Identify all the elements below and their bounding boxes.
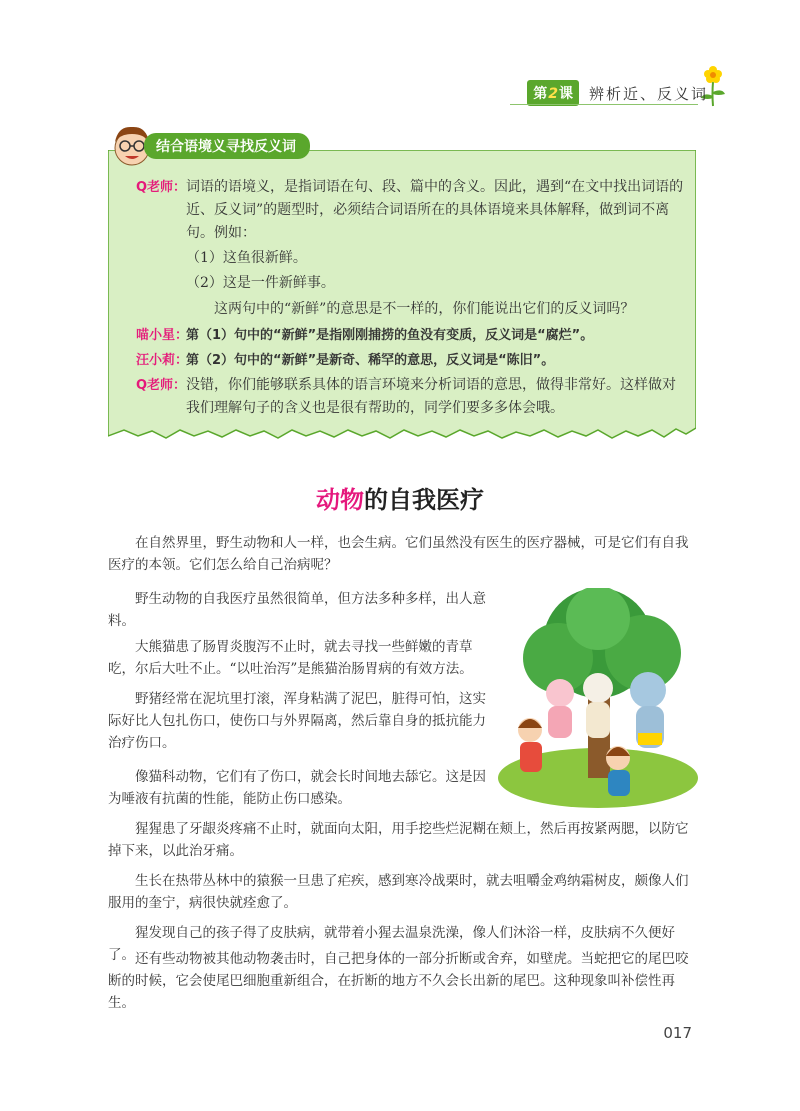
paragraph: 猩发现自己的孩子得了皮肤病，就带着小猩去温泉洗澡，像人们沐浴一样，皮肤病不久便好了。 bbox=[108, 925, 675, 963]
lesson-badge bbox=[527, 80, 579, 106]
article-title bbox=[0, 480, 800, 515]
dialog-text: （1）这鱼很新鲜。 bbox=[186, 250, 307, 266]
dialog-line-6 bbox=[136, 349, 687, 372]
paragraph: 还有些动物被其他动物袭击时，自己把身体的一部分折断或舍弃，如壁虎。当蛇把它的尾巴咬断的时候，它会使尾巴细胞重新组合，在折断的地方不久会长出新的尾巴。这种现象叫补偿性再生。 bbox=[108, 951, 689, 1011]
dialog-text: 第（2）句中的“新鲜”是新奇、稀罕的意思，反义词是“陈旧”。 bbox=[186, 353, 555, 368]
speaker-label: Q老师： bbox=[136, 378, 187, 393]
lesson-suffix: 课 bbox=[558, 86, 573, 102]
tip-tab: 结合语境义寻找反义词 bbox=[144, 133, 310, 159]
speaker-label: Q老师： bbox=[136, 180, 187, 195]
dialog-text: 没错，你们能够联系具体的语言环境来分析词语的意思，做得非常好。这样做对我们理解句子的含义也是很有帮助的，同学们要多多体会哦。 bbox=[186, 377, 676, 416]
article-title-highlight: 动物 bbox=[316, 486, 364, 514]
lesson-title: 辨析近、反义词 bbox=[588, 84, 708, 103]
paragraph: 猩猩患了牙龈炎疼痛不止时，就面向太阳，用手挖些烂泥糊在颊上，然后再按紧两腮，以防它掉下来，以此治牙痛。 bbox=[108, 821, 689, 859]
dialog-line-5 bbox=[136, 324, 687, 347]
paragraph: 像猫科动物，它们有了伤口，就会长时间地去舔它。这是因为唾液有抗菌的性能，能防止伤口感染。 bbox=[108, 769, 486, 807]
page-number: 017 bbox=[663, 1024, 692, 1042]
speaker-label: 汪小莉： bbox=[136, 353, 189, 368]
paragraph: 大熊猫患了肠胃炎腹泻不止时，就去寻找一些鲜嫩的青草吃，尔后大吐不止。“以吐治泻”是熊猫治肠胃病的有效方法。 bbox=[108, 639, 473, 677]
dialog-text: 第（1）句中的“新鲜”是指刚刚捕捞的鱼没有变质，反义词是“腐烂”。 bbox=[186, 328, 594, 343]
lesson-header bbox=[527, 80, 708, 106]
lesson-prefix: 第 bbox=[533, 86, 548, 102]
dialog-text: （2）这是一件新鲜事。 bbox=[186, 275, 335, 291]
header-divider bbox=[510, 104, 698, 105]
dialog-line-4 bbox=[142, 298, 687, 321]
article-title-rest: 的自我医疗 bbox=[364, 486, 484, 514]
animals-under-tree-illustration bbox=[498, 588, 698, 808]
dialog-text: 这两句中的“新鲜”的意思是不一样的，你们能说出它们的反义词吗？ bbox=[214, 301, 635, 317]
paragraph: 生长在热带丛林中的猿猴一旦患了疟疾，感到寒冷战栗时，就去咀嚼金鸡纳霜树皮，颇像人们服用的奎宁，病很快就痊愈了。 bbox=[108, 873, 689, 911]
dialog-line-7 bbox=[136, 374, 687, 420]
speaker-label: 喵小星： bbox=[136, 328, 189, 343]
dialog-line-1 bbox=[136, 176, 687, 245]
lesson-number: 2 bbox=[548, 86, 558, 102]
paragraph: 野生动物的自我医疗虽然很简单，但方法多种多样，出人意料。 bbox=[108, 591, 486, 629]
paragraph: 野猪经常在泥坑里打滚，浑身粘满了泥巴，脏得可怕，这实际好比人包扎伤口，使伤口与外界隔离，然后靠自身的抵抗能力治疗伤口。 bbox=[108, 691, 486, 751]
dialog-line-3 bbox=[142, 272, 687, 295]
paragraph: 在自然界里，野生动物和人一样，也会生病。它们虽然没有医生的医疗器械，可是它们有自我医疗的本领。它们怎么给自己治病呢？ bbox=[108, 535, 689, 573]
dialog-line-2 bbox=[142, 247, 687, 270]
dialog-text: 词语的语境义，是指词语在句、段、篇中的含义。因此，遇到“在文中找出词语的近、反义词”的题型时，必须结合词语所在的具体语境来具体解释，做到词不离句。例如： bbox=[186, 179, 684, 241]
